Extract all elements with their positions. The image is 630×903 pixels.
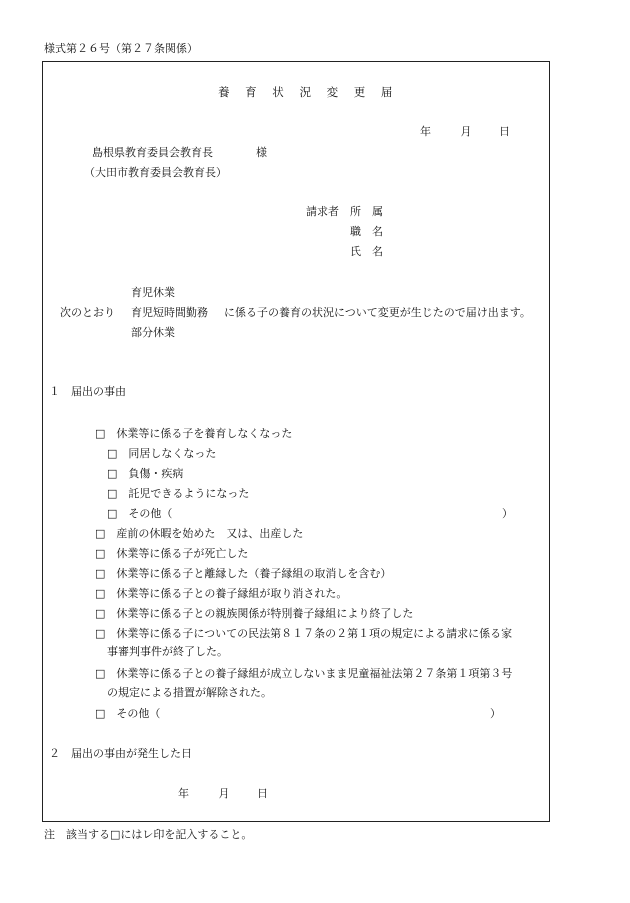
statement-suffix: に係る子の養育の状況について変更が生じたので届け出ます。 <box>224 306 531 319</box>
reason-subitem[interactable]: □ 同居しなくなった <box>107 447 217 460</box>
leave-option-childcare: 育児休業 <box>131 286 175 299</box>
addressee-honorific: 様 <box>256 146 267 159</box>
statement-prefix: 次のとおり <box>60 306 115 319</box>
applicant-position: 職 名 <box>350 225 383 238</box>
reason-item[interactable]: □ 休業等に係る子との養子縁組が取り消された。 <box>95 587 348 600</box>
reason-subitem[interactable]: □ 託児できるようになった <box>107 487 250 500</box>
reason-item[interactable]: □ 休業等に係る子が死亡した <box>95 547 249 560</box>
reason-item-close: ） <box>490 707 501 720</box>
form-title: 養 育 状 況 変 更 届 <box>218 85 399 99</box>
date-day: 日 <box>499 125 510 138</box>
occurrence-date <box>178 788 268 799</box>
applicant-name: 氏 名 <box>350 245 383 258</box>
reason-subitem-close: ） <box>502 507 513 520</box>
reason-item[interactable]: □ 休業等に係る子と離縁した（養子縁組の取消しを含む） <box>95 567 392 580</box>
addressee-primary: 島根県教育委員会教育長 <box>92 146 213 159</box>
reason-item[interactable]: □ 休業等に係る子との親族関係が特別養子縁組により終了した <box>95 607 414 620</box>
applicant-label: 請求者 <box>306 205 339 218</box>
reason-item-continuation: 事審判事件が終了した。 <box>107 645 228 658</box>
reason-item[interactable]: □ 休業等に係る子についての民法第８１７条の２第１項の規定による請求に係る家 <box>95 627 513 640</box>
reason-subitem[interactable]: □ その他（ <box>107 507 173 520</box>
section2-heading: ２ 届出の事由が発生した日 <box>49 747 192 760</box>
leave-option-short-time: 育児短時間勤務 <box>131 306 208 319</box>
occurrence-year: 年 <box>178 787 189 800</box>
reason-item-continuation: の規定による措置が解除された。 <box>107 686 272 699</box>
date-month: 月 <box>460 125 472 138</box>
applicant-affiliation: 所 属 <box>350 205 383 218</box>
occurrence-day: 日 <box>257 787 268 800</box>
form-number: 様式第２６号（第２７条関係） <box>44 42 198 55</box>
section1-heading: １ 届出の事由 <box>49 385 126 398</box>
reason-item[interactable]: □ その他（ <box>95 707 161 720</box>
reason-item[interactable]: □ 休業等に係る子との養子縁組が成立しないまま児童福祉法第２７条第１項第３号 <box>95 667 513 680</box>
reason-item[interactable]: □ 産前の休暇を始めた 又は、出産した <box>95 527 304 540</box>
date-year: 年 <box>420 125 431 138</box>
submission-date <box>420 126 510 137</box>
footnote: 注 該当する□にはレ印を記入すること。 <box>44 828 253 841</box>
reason-subitem[interactable]: □ 負傷・疾病 <box>107 467 184 480</box>
addressee-secondary: （大田市教育委員会教育長） <box>84 166 227 179</box>
reason-item[interactable]: □ 休業等に係る子を養育しなくなった <box>95 427 293 440</box>
leave-option-partial: 部分休業 <box>131 326 175 339</box>
occurrence-month: 月 <box>218 787 230 800</box>
